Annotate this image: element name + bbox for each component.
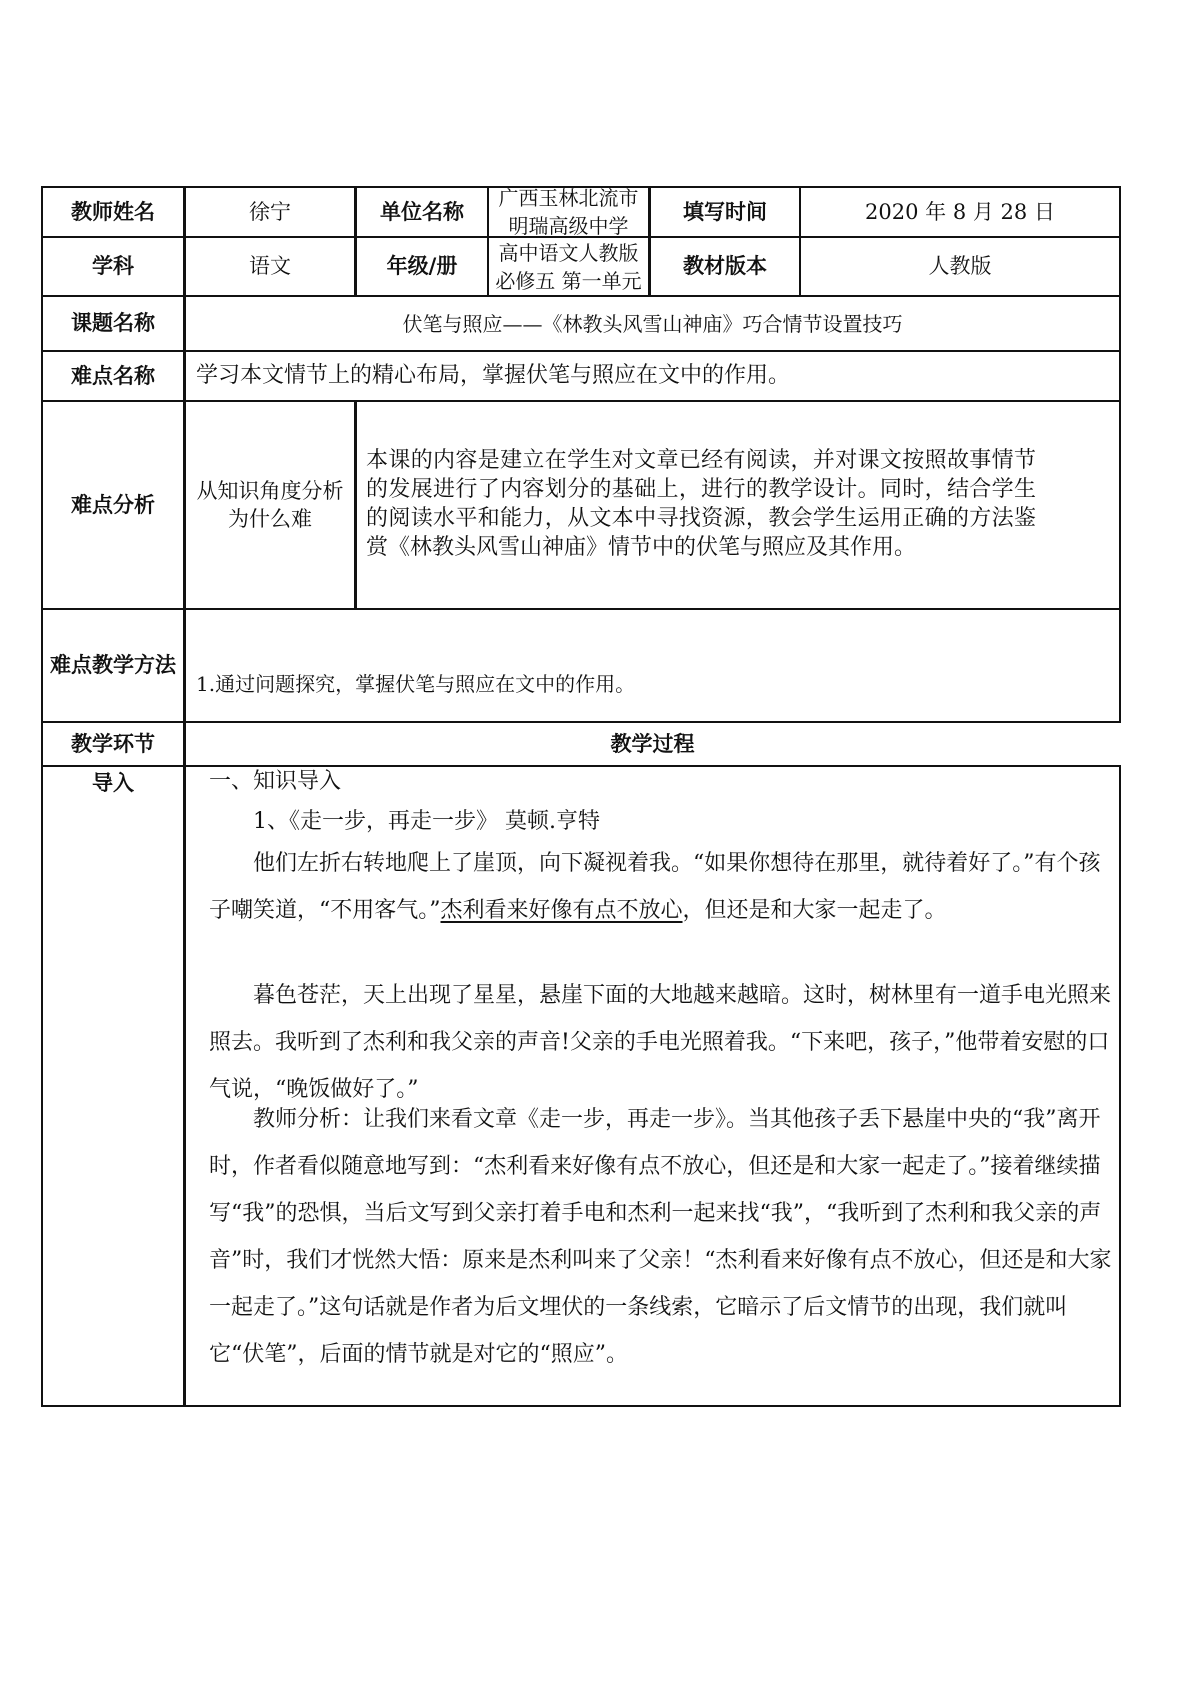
unit-name-value: [489, 188, 648, 236]
unit-name-line2: 明瑞高级中学: [508, 214, 629, 238]
difficulty-analysis-label: 难点分析: [71, 492, 155, 517]
grade-volume-value: [489, 238, 648, 295]
knowledge-angle-label: [186, 402, 354, 608]
intro-paragraph-1-underlined: 杰利看来好像有点不放心: [440, 898, 683, 923]
table-border-bottom: [41, 1405, 1121, 1407]
teacher-name-label: 教师姓名: [71, 199, 155, 224]
intro-paragraph-1-b: ，但还是和大家一起走了。: [682, 898, 947, 923]
subject-value: 语文: [249, 254, 291, 279]
teaching-stage-header: 教学环节: [71, 731, 155, 756]
intro-source: 1、《走一步，再走一步》 莫顿.亨特: [253, 809, 600, 834]
knowledge-angle-line1: 从知识角度分析: [196, 478, 344, 503]
table-border-right: [1119, 765, 1121, 1407]
topic-label: 课题名称: [71, 311, 155, 336]
table-border-right: [1119, 186, 1121, 722]
knowledge-angle-line2: 为什么难: [228, 507, 312, 531]
teaching-process-header: 教学过程: [610, 731, 695, 756]
difficulty-analysis-text: 本课的内容是建立在学生对文章已经有阅读，并对课文按照故事情节的发展进行了内容划分的基础上，进行的教学设计。同时，结合学生的阅读水平和能力，从文本中寻找资源，教会学生运用正确的方法鉴赏《林教头风雪山神庙》情节中的伏笔与照应及其作用。: [366, 448, 1036, 560]
teacher-name-value: 徐宁: [249, 199, 291, 224]
fill-date-label: 填写时间: [683, 199, 767, 224]
textbook-edition-label: 教材版本: [683, 254, 767, 279]
teaching-method-label: 难点教学方法: [50, 653, 176, 678]
lesson-plan-table: [41, 186, 1121, 1508]
fill-date-value: 2020 年 8 月 28 日: [865, 199, 1055, 224]
intro-paragraph-1-a: 他们左折右转地爬上了崖顶，向下凝视着我。“如果你想待在那里，就待着好了。”有个孩子嘲笑道，“不用客气。”: [209, 851, 1101, 923]
label-column-divider: [183, 186, 186, 1407]
unit-name-line1: 广西玉林北流市: [498, 186, 639, 210]
intro-paragraph-3: 教师分析：让我们来看文章《走一步，再走一步》。当其他孩子丢下悬崖中央的“我”离开时，作者看似随意地写到：“杰利看来好像有点不放心，但还是和大家一起走了。”接着继续描写“我”的恐惧，当后文写到父亲打着手电和杰利一起来找“我”，“我听到了杰利和我父亲的声音”时，我们才恍然大悟：原来是杰利叫来了父亲！“杰利看来好像有点不放心，但还是和大家一起走了。”这句话就是作者为后文埋伏的一条线索，它暗示了后文情节的出现，我们就叫它“伏笔”，后面的情节就是对它的“照应”。: [209, 1107, 1112, 1367]
difficulty-name-label: 难点名称: [71, 363, 155, 388]
teaching-method-text: 1.通过问题探究，掌握伏笔与照应在文中的作用。: [196, 672, 636, 696]
grade-volume-line1: 高中语文人教版: [498, 240, 639, 265]
column-divider: [354, 400, 357, 609]
intro-paragraph-1: [209, 840, 1114, 934]
topic-value: 伏笔与照应——《林教头风雪山神庙》巧合情节设置技巧: [402, 311, 903, 336]
subject-label: 学科: [92, 254, 134, 279]
intro-heading: 一、知识导入: [209, 769, 342, 794]
difficulty-name-value: 学习本文情节上的精心布局，掌握伏笔与照应在文中的作用。: [196, 363, 791, 389]
grade-volume-line2: 必修五 第一单元: [495, 268, 642, 293]
intro-paragraph-2: 暮色苍茫，天上出现了星星，悬崖下面的大地越来越暗。这时，树林里有一道手电光照来照去。我听到了杰利和我父亲的声音!父亲的手电光照着我。“下来吧，孩子，”他带着安慰的口气说，“晚饭做好了。”: [209, 983, 1112, 1102]
grade-volume-label: 年级/册: [386, 254, 458, 279]
intro-stage-label: 导入: [92, 771, 134, 795]
unit-name-label: 单位名称: [380, 199, 464, 224]
row-divider: [41, 608, 1121, 610]
textbook-edition-value: 人教版: [928, 254, 992, 279]
